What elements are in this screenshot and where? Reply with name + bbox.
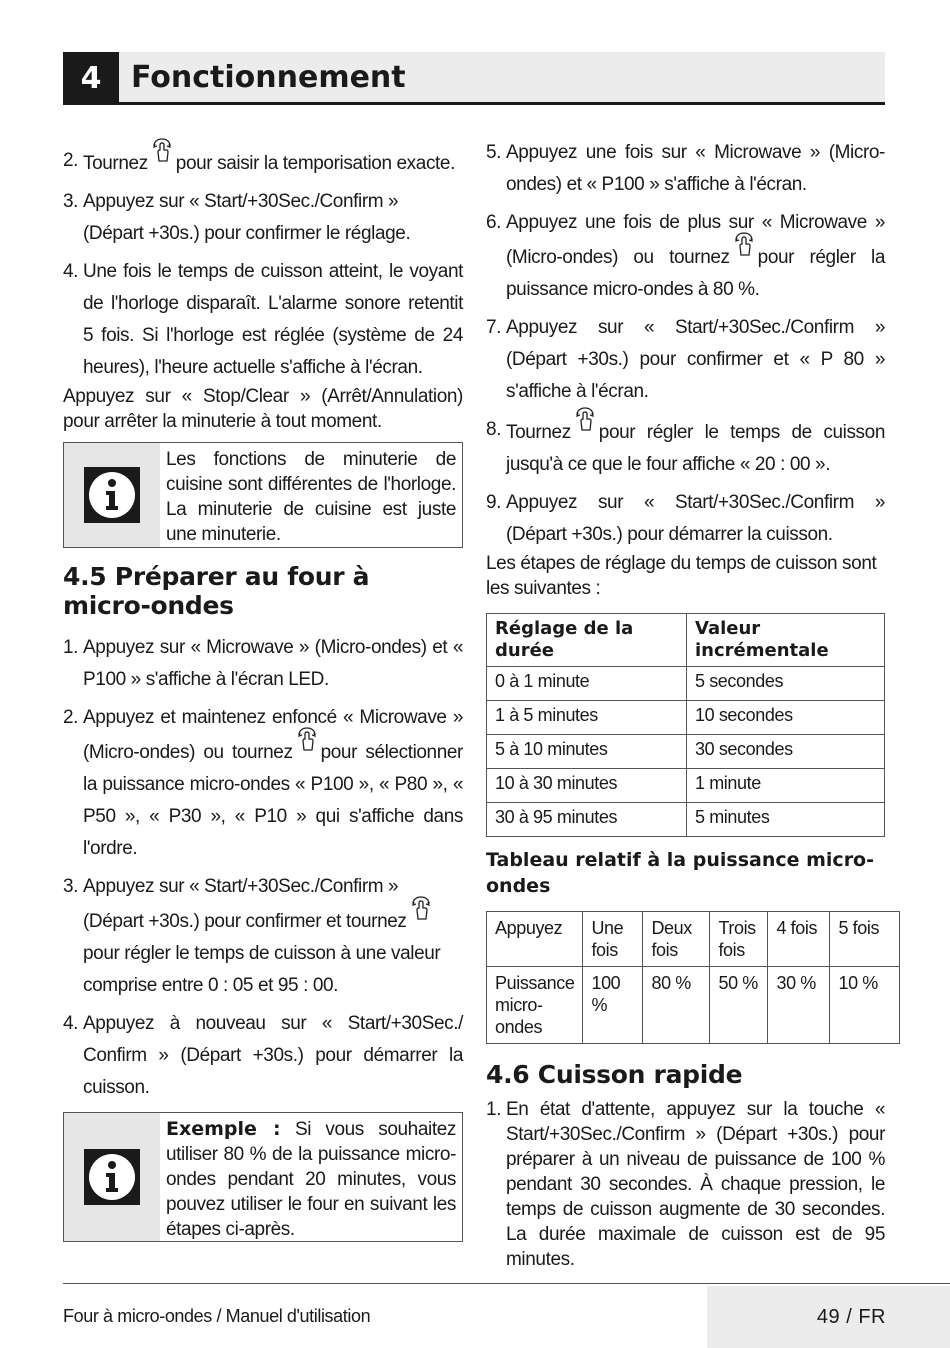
item-text: En état d'attente, appuyez sur la touche « Start/+30Sec./Confirm » (Départ +30s.) pour préparer à un niveau de puissance de 100 % pendant 30 secondes. À chaque pression, le temps de cuisson augmente de 30 secondes. La durée maximale de cuisson est de 95 minutes.	[506, 1099, 885, 1270]
item-text: Appuyez sur « Start/+30Sec./Confirm » (Départ +30s.) pour démarrer la cuisson.	[506, 492, 885, 545]
table-cell: Deux fois	[643, 912, 710, 967]
item-text: pour saisir la temporisation exacte.	[175, 153, 455, 174]
table-cell: 80 %	[643, 967, 710, 1044]
info-box	[63, 442, 463, 548]
item-number: 3.	[63, 876, 79, 897]
dial-hand-icon	[734, 231, 754, 257]
item-number: 2.	[63, 150, 79, 171]
table-cell: Trois fois	[710, 912, 768, 967]
left-column	[63, 145, 463, 1242]
footer-title: Four à micro-ondes / Manuel d'utilisation	[63, 1306, 371, 1326]
list-item	[486, 414, 885, 481]
table-cell: 5 secondes	[687, 667, 885, 701]
table-cell: 5 minutes	[687, 803, 885, 837]
table-cell: Puissance micro-ondes	[487, 967, 583, 1044]
table-cell: 0 à 1 minute	[487, 667, 687, 701]
chapter-header	[63, 52, 885, 105]
item-text: Appuyez une fois de plus sur « Microwave » (Micro-ondes) ou tournez	[506, 212, 885, 268]
item-number: 9.	[486, 492, 502, 513]
item-number: 4.	[63, 261, 79, 282]
table-row	[487, 967, 900, 1044]
dial-hand-icon	[152, 137, 172, 163]
item-text: pour régler le temps de cuisson à une valeur comprise entre 0 : 05 et 95 : 00.	[83, 943, 441, 996]
table-cell: 10 secondes	[687, 701, 885, 735]
list-item	[63, 186, 463, 250]
item-text: Une fois le temps de cuisson atteint, le voyant de l'horloge disparaît. L'alarme sonore retentit 5 fois. Si l'horloge est réglée (système de 24 heures), l'heure actuelle s'affiche à l'écran.	[83, 261, 463, 378]
dial-hand-icon	[411, 895, 431, 921]
table-header-row	[487, 614, 885, 667]
item-number: 6.	[486, 212, 502, 233]
example-box	[63, 1112, 463, 1242]
item-number: 8.	[486, 419, 502, 440]
table-row	[487, 701, 885, 735]
list-item	[63, 871, 463, 1002]
table-cell: Appuyez	[487, 912, 583, 967]
chapter-number: 4	[63, 52, 119, 105]
table-row	[487, 912, 900, 967]
list-item	[63, 632, 463, 696]
table-cell: 30 à 95 minutes	[487, 803, 687, 837]
right-column	[486, 137, 885, 1272]
example-body: Si vous souhaitez utiliser 80 % de la puissance micro-ondes pendant 20 minutes, vous pouvez utiliser le four en suivant les étapes ci-après.	[166, 1119, 456, 1240]
table-row	[487, 735, 885, 769]
item-text: Appuyez sur « Start/+30Sec./Confirm » (Départ +30s.) pour confirmer et « P 80 » s'affiche à l'écran.	[506, 317, 885, 402]
list-item	[486, 137, 885, 201]
footer-divider	[63, 1283, 950, 1284]
list-item	[63, 1008, 463, 1104]
table-cell: 4 fois	[768, 912, 830, 967]
item-text: Appuyez et maintenez enfoncé « Microwave » (Micro-ondes) ou tournez	[83, 707, 463, 763]
table-cell: 50 %	[710, 967, 768, 1044]
item-number: 3.	[63, 191, 79, 212]
duration-table	[486, 613, 885, 837]
item-text: pour régler la puissance micro-ondes à 80 %.	[506, 247, 885, 300]
list-item	[486, 312, 885, 408]
item-text: Appuyez une fois sur « Microwave » (Micro-ondes) et « P100 » s'affiche à l'écran.	[506, 142, 885, 195]
table-cell: 5 à 10 minutes	[487, 735, 687, 769]
list-item	[486, 487, 885, 551]
table-cell: Une fois	[583, 912, 643, 967]
item-number: 4.	[63, 1013, 79, 1034]
table-cell: 30 %	[768, 967, 830, 1044]
table-row	[487, 769, 885, 803]
item-text: Appuyez sur « Microwave » (Micro-ondes) et « P100 » s'affiche à l'écran LED.	[83, 637, 463, 690]
item-text: Appuyez à nouveau sur « Start/+30Sec./ Confirm » (Départ +30s.) pour démarrer la cuisson.	[83, 1013, 463, 1098]
table-cell: 10 %	[830, 967, 900, 1044]
dial-hand-icon	[297, 726, 317, 752]
page-number: 49 / FR	[816, 1306, 886, 1328]
list-item	[486, 1097, 885, 1272]
item-number: 7.	[486, 317, 502, 338]
table-row	[487, 667, 885, 701]
table-header-cell: Valeur incrémentale	[687, 614, 885, 667]
table-cell: 100 %	[583, 967, 643, 1044]
list-item	[63, 256, 463, 384]
item-number: 1.	[486, 1099, 502, 1120]
table-cell: 1 minute	[687, 769, 885, 803]
example-text	[160, 1113, 462, 1241]
table-title: Tableau relatif à la puissance micro-ondes	[486, 849, 874, 897]
example-label: Exemple :	[166, 1118, 281, 1140]
table-cell: 1 à 5 minutes	[487, 701, 687, 735]
info-icon	[64, 443, 160, 547]
table-cell: 30 secondes	[687, 735, 885, 769]
power-table	[486, 911, 900, 1044]
chapter-title: Fonctionnement	[131, 60, 406, 95]
dial-hand-icon	[575, 406, 595, 432]
item-number: 5.	[486, 142, 502, 163]
table-cell: 10 à 30 minutes	[487, 769, 687, 803]
footer-page-box	[707, 1286, 950, 1348]
section-heading: 4.6 Cuisson rapide	[486, 1060, 743, 1089]
list-item	[63, 145, 463, 180]
item-text: pour régler le temps de cuisson jusqu'à ce que le four affiche « 20 : 00 ».	[506, 422, 885, 475]
stop-paragraph: Appuyez sur « Stop/Clear » (Arrêt/Annulation) pour arrêter la minuterie à tout moment.	[63, 386, 463, 432]
item-text: Appuyez sur « Start/+30Sec./Confirm » (Départ +30s.) pour confirmer le réglage.	[83, 191, 411, 244]
item-text: pour sélectionner la puissance micro-ondes « P100 », « P80 », « P50 », « P30 », « P10 » qui s'affiche dans l'ordre.	[83, 742, 463, 859]
info-text: Les fonctions de minuterie de cuisine sont différentes de l'horloge. La minuterie de cuisine est juste une minuterie.	[166, 449, 456, 545]
item-text: Appuyez sur « Start/+30Sec./Confirm » (Départ +30s.) pour confirmer et tournez	[83, 876, 407, 932]
table-cell: 5 fois	[830, 912, 900, 967]
list-item	[486, 207, 885, 306]
item-number: 1.	[63, 637, 79, 658]
table-header-cell: Réglage de la durée	[487, 614, 687, 667]
list-item	[63, 702, 463, 865]
item-number: 2.	[63, 707, 79, 728]
item-text: Tournez	[506, 422, 571, 443]
section-heading: 4.5 Préparer au four à micro-ondes	[63, 562, 370, 620]
table-row	[487, 803, 885, 837]
info-icon	[64, 1113, 160, 1241]
item-text: Tournez	[83, 153, 148, 174]
steps-paragraph: Les étapes de réglage du temps de cuisson sont les suivantes :	[486, 553, 877, 599]
